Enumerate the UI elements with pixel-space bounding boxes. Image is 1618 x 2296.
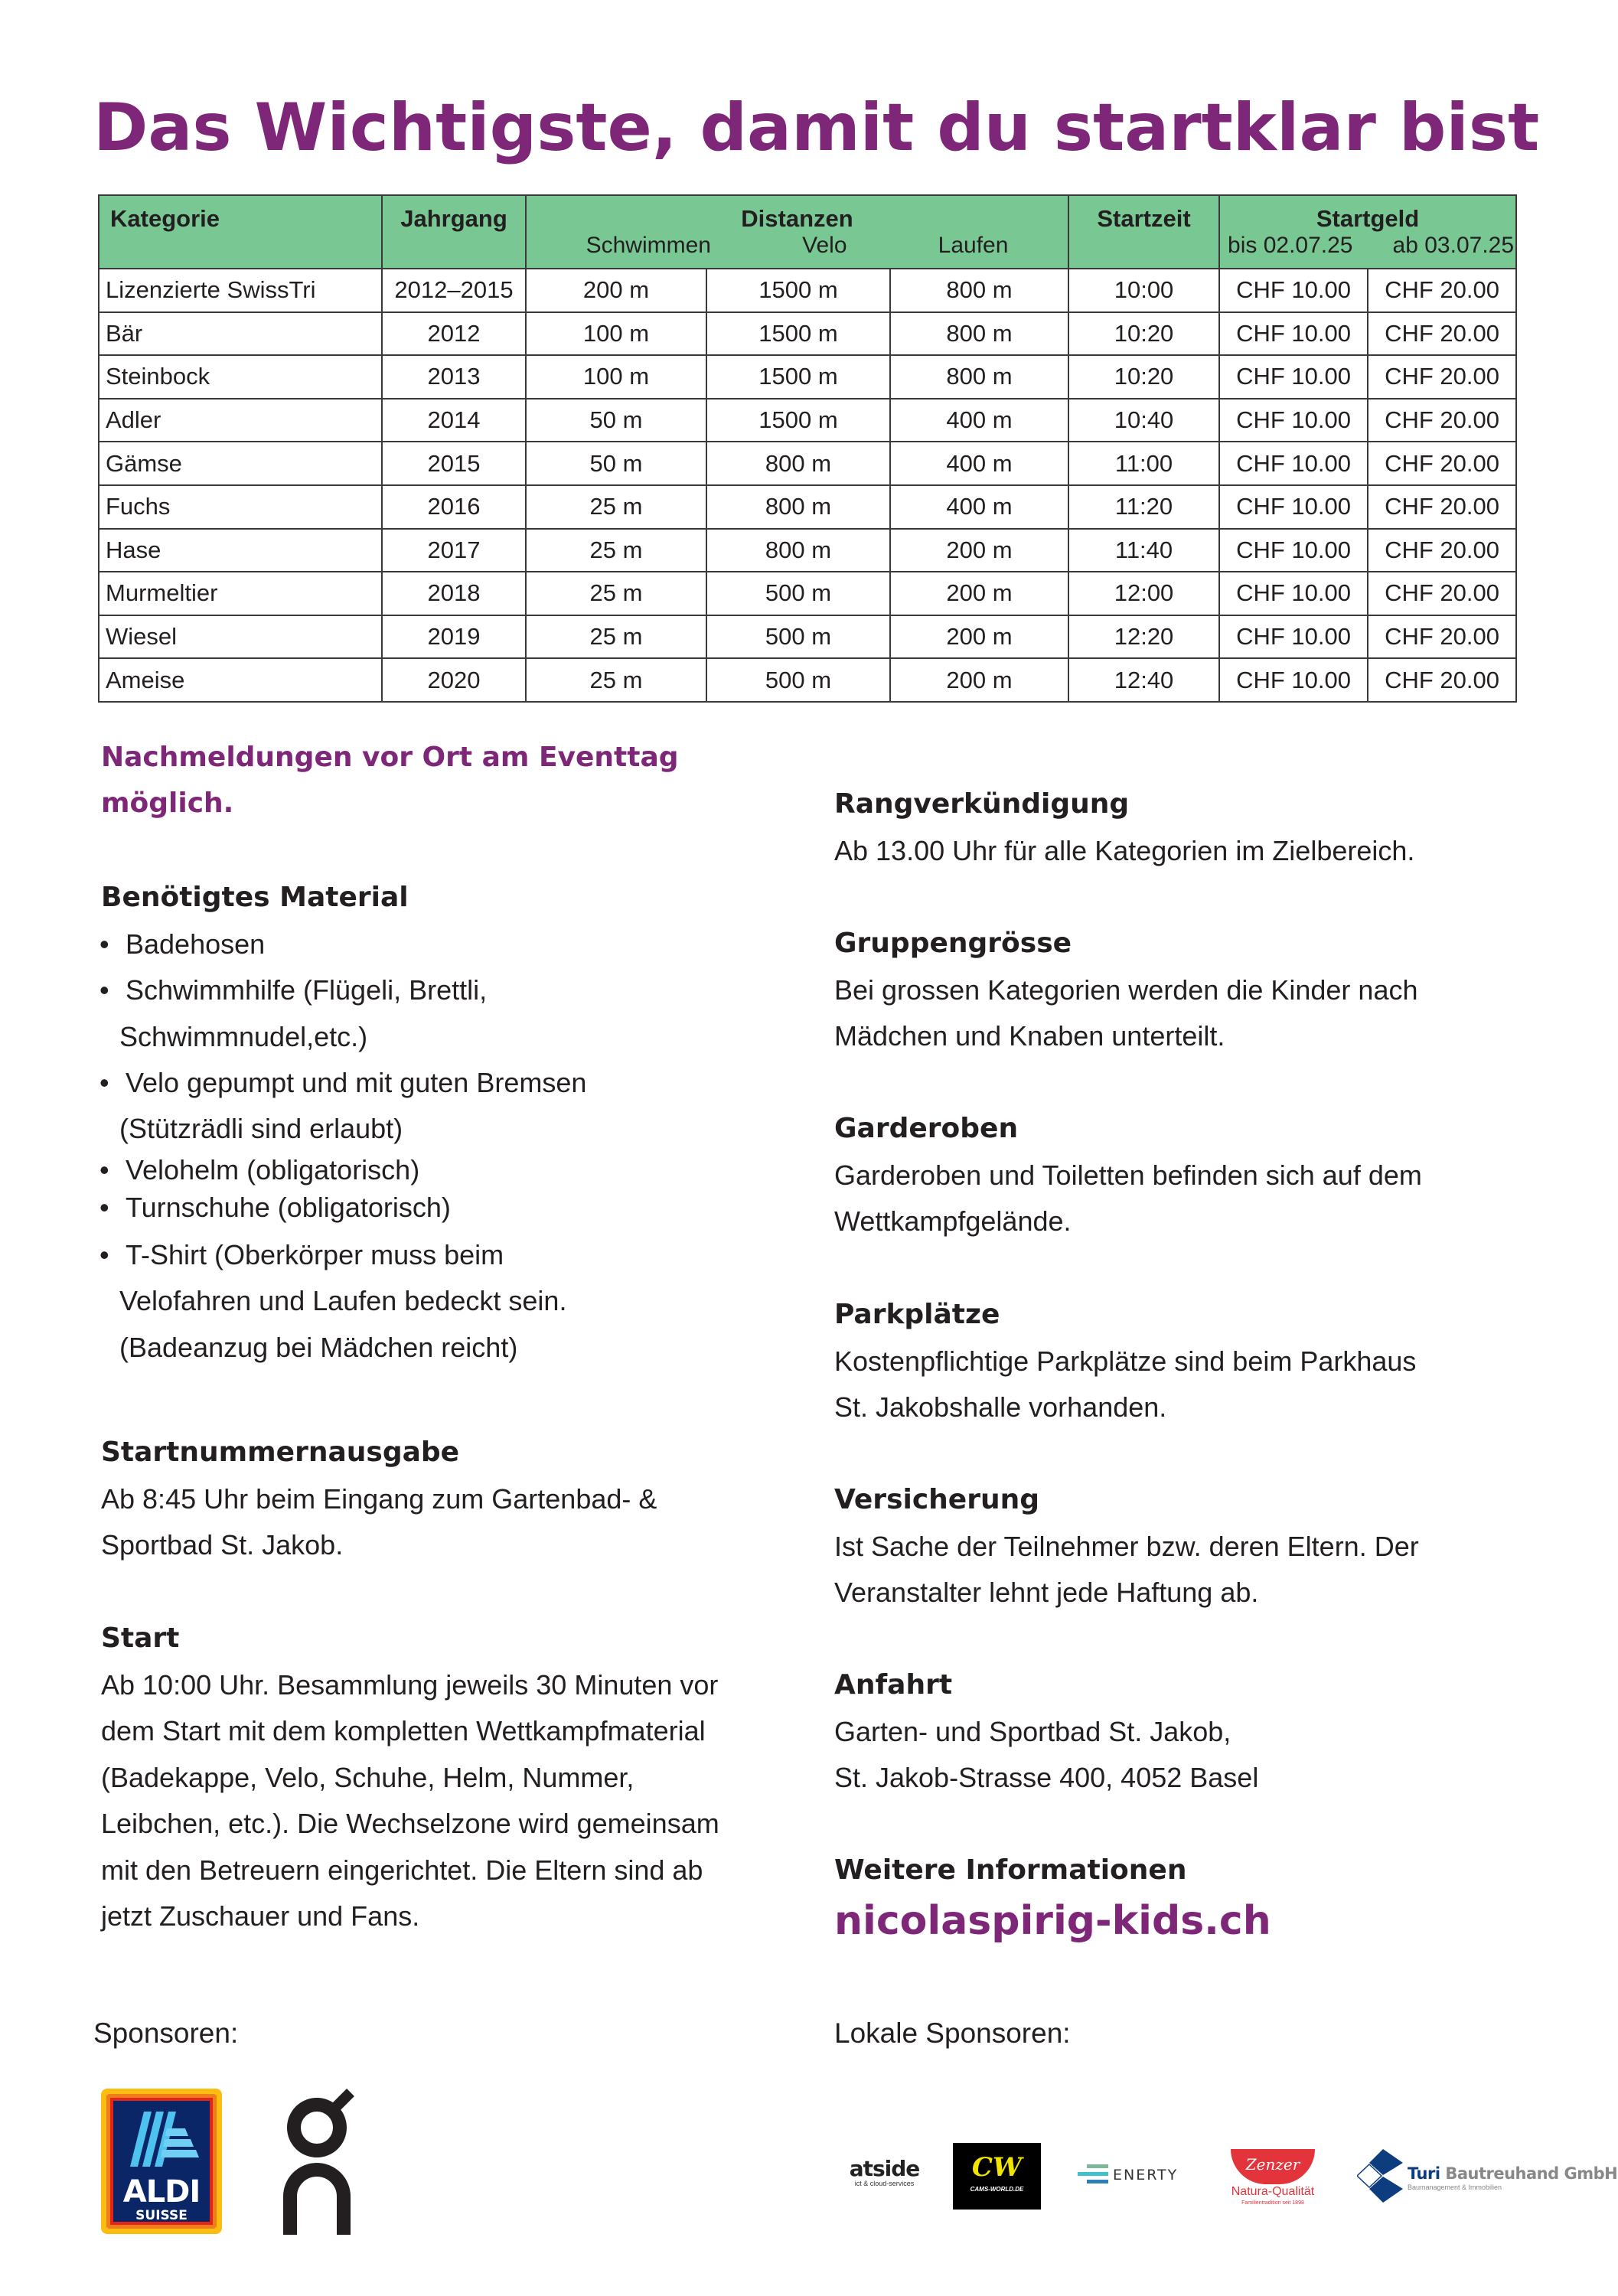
aldi-stripes-icon xyxy=(130,2112,203,2167)
local-sponsors-label: Lokale Sponsoren: xyxy=(834,2017,1071,2049)
header-jahrgang: Jahrgang xyxy=(382,195,526,269)
header-laufen: Laufen xyxy=(938,233,1009,258)
header-velo: Velo xyxy=(802,233,847,258)
sponsors-label: Sponsoren: xyxy=(93,2017,239,2049)
table-row: Hase 2017 25 m 800 m 200 m 11:40 CHF 10.00 CHF 20.00 xyxy=(99,529,1516,572)
aldi-logo: ALDI SUISSE xyxy=(101,2089,222,2234)
atside-logo: atside ict & cloud-services xyxy=(849,2156,920,2187)
anfahrt-section: Anfahrt Garten- und Sportbad St. Jakob, St. Jakob-Strasse 400, 4052 Basel xyxy=(834,1669,1259,1793)
list-item: • T-Shirt (Oberkörper muss beim Velofahren und Laufen bedeckt sein. (Badeanzug bei Mädchen reicht) xyxy=(101,1232,836,1371)
header-startgeld: Startgeld bis 02.07.25 ab 03.07.25 xyxy=(1219,195,1516,269)
startnummer-heading: Startnummernausgabe xyxy=(101,1437,460,1468)
table-row: Adler 2014 50 m 1500 m 400 m 10:40 CHF 10.00 CHF 20.00 xyxy=(99,399,1516,442)
late-registration-note: Nachmeldungen vor Ort am Eventtag möglich. xyxy=(101,742,679,819)
gruppe-section: Gruppengrösse Bei grossen Kategorien werden die Kinder nach Mädchen und Knaben unterteilt. xyxy=(834,928,1418,1052)
table-row: Murmeltier 2018 25 m 500 m 200 m 12:00 CHF 10.00 CHF 20.00 xyxy=(99,572,1516,615)
header-distanzen: Distanzen Schwimmen Velo Laufen xyxy=(526,195,1068,269)
material-list xyxy=(101,921,836,1371)
weitere-info-section: Weitere Informationen nicolaspirig-kids.ch xyxy=(834,1848,1584,1948)
page-title: Das Wichtigste, damit du startklar bist xyxy=(93,90,1540,166)
table-row: Ameise 2020 25 m 500 m 200 m 12:40 CHF 10.00 CHF 20.00 xyxy=(99,658,1516,702)
table-row: Gämse 2015 50 m 800 m 400 m 11:00 CHF 10.00 CHF 20.00 xyxy=(99,442,1516,485)
header-kategorie: Kategorie xyxy=(99,195,382,269)
zenzer-logo: Zenzer Natura-Qualität Familientradition seit 1898 xyxy=(1223,2149,1323,2215)
table-row: Fuchs 2016 25 m 800 m 400 m 11:20 CHF 10.00 CHF 20.00 xyxy=(99,485,1516,529)
list-item: • Turnschuhe (obligatorisch) xyxy=(101,1189,836,1226)
header-startgeld-early: bis 02.07.25 xyxy=(1228,233,1353,258)
start-section: Start Ab 10:00 Uhr. Besammlung jeweils 30 Minuten vor dem Start mit dem kompletten Wettkampfmaterial (Badekappe, Velo, Schuhe, Helm, Nummer, Leibchen, etc.). Die Wechselzone wird gemeinsam mit den Betreuern eingerichtet. Die Eltern sind ab jetzt Zuschauer und Fans. xyxy=(101,1616,836,1940)
table-row: Lizenzierte SwissTri 2012–2015 200 m 1500 m 800 m 10:00 CHF 10.00 CHF 20.00 xyxy=(99,269,1516,312)
versicherung-section: Versicherung Ist Sache der Teilnehmer bzw. deren Eltern. Der Veranstalter lehnt jede Haftung ab. xyxy=(834,1484,1419,1608)
table-header-row xyxy=(99,195,1516,269)
schedule-table xyxy=(98,194,1517,703)
list-item: • Badehosen xyxy=(101,921,836,968)
list-item: • Schwimmhilfe (Flügeli, Brettli, Schwimmnudel,etc.) xyxy=(101,967,836,1060)
startnummer-section: Startnummernausgabe Ab 8:45 Uhr beim Eingang zum Gartenbad- & Sportbad St. Jakob. xyxy=(101,1430,836,1569)
table-row: Bär 2012 100 m 1500 m 800 m 10:20 CHF 10.00 CHF 20.00 xyxy=(99,312,1516,356)
start-heading: Start xyxy=(101,1623,180,1654)
enerty-logo: ENERTY xyxy=(1078,2163,1191,2186)
header-startzeit: Startzeit xyxy=(1068,195,1219,269)
turi-bautreuhand-logo: Turi Bautreuhand GmbH Baumanagement & Immobilien xyxy=(1357,2149,1602,2203)
table-row: Steinbock 2013 100 m 1500 m 800 m 10:20 CHF 10.00 CHF 20.00 xyxy=(99,355,1516,399)
on-running-logo xyxy=(283,2088,357,2235)
parkplaetze-section: Parkplätze Kostenpflichtige Parkplätze sind beim Parkhaus St. Jakobshalle vorhanden. xyxy=(834,1299,1417,1423)
cams-world-logo: CW CAMS-WORLD.DE xyxy=(953,2143,1041,2210)
list-item: • Velohelm (obligatorisch) xyxy=(101,1151,836,1189)
material-heading: Benötigtes Material xyxy=(101,882,409,913)
turi-diamond-icon xyxy=(1357,2149,1404,2203)
garderoben-section: Garderoben Garderoben und Toiletten befinden sich auf dem Wettkampfgelände. xyxy=(834,1113,1422,1237)
list-item: • Velo gepumpt und mit guten Bremsen (Stützrädli sind erlaubt) xyxy=(101,1060,836,1151)
header-startgeld-late: ab 03.07.25 xyxy=(1392,233,1515,258)
header-schwimmen: Schwimmen xyxy=(586,233,711,258)
material-section xyxy=(101,875,836,1371)
enerty-bars-icon xyxy=(1078,2163,1110,2186)
website-link[interactable]: nicolaspirig-kids.ch xyxy=(834,1897,1271,1944)
rang-section: Rangverkündigung Ab 13.00 Uhr für alle Kategorien im Zielbereich. xyxy=(834,788,1415,866)
table-row: Wiesel 2019 25 m 500 m 200 m 12:20 CHF 10.00 CHF 20.00 xyxy=(99,615,1516,659)
